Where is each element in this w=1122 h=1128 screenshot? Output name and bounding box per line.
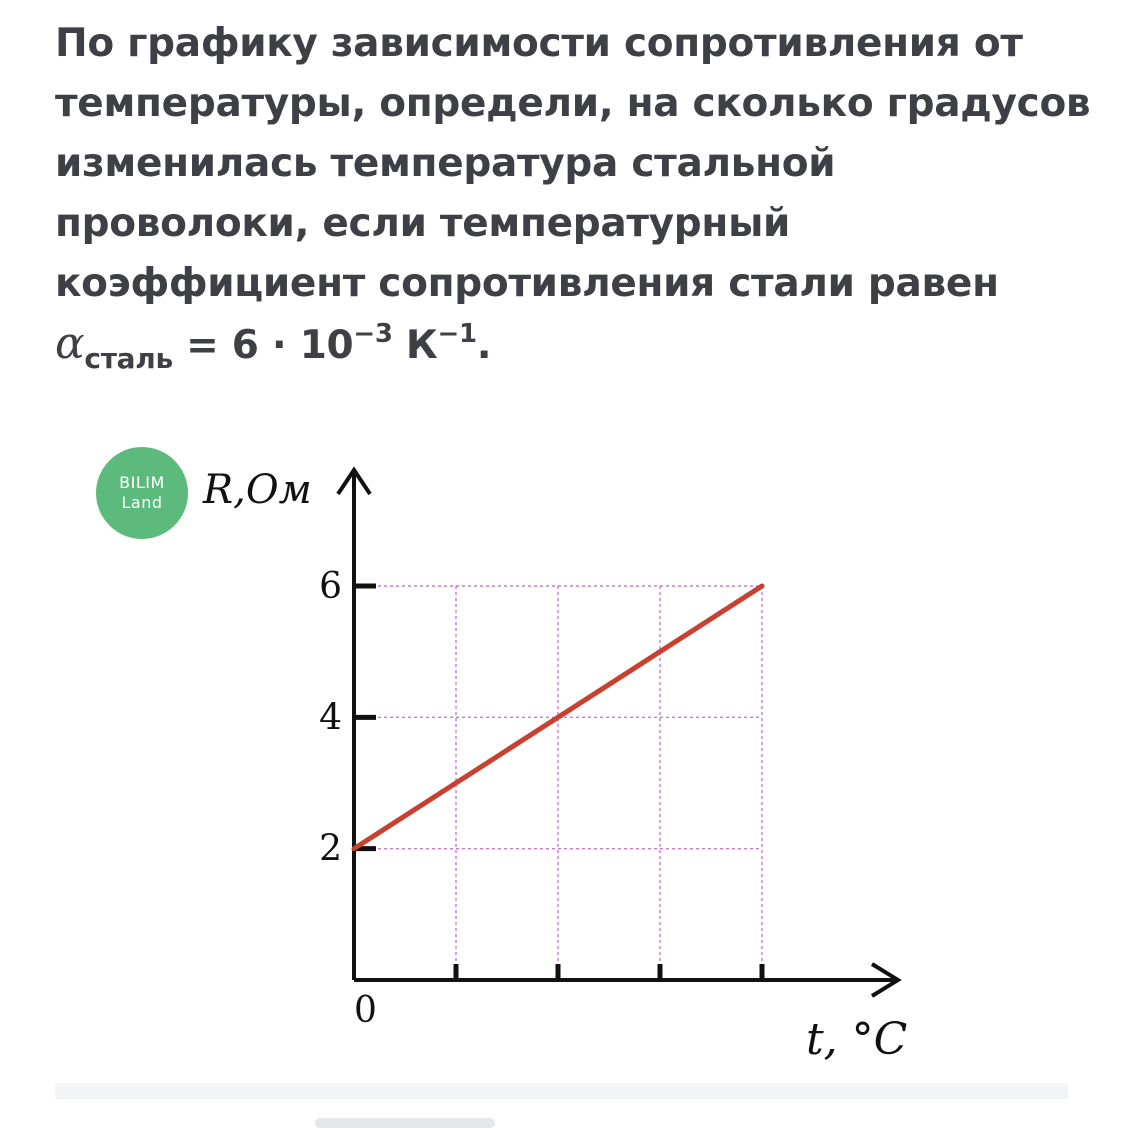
formula-unit: К bbox=[392, 323, 438, 368]
x-origin-label: 0 bbox=[354, 990, 377, 1031]
question-line-5: коэффициент сопротивления стали равен bbox=[55, 261, 999, 306]
footer-divider bbox=[55, 1083, 1068, 1099]
question-line-1: По графику зависимости сопротивления от bbox=[55, 21, 1023, 66]
formula-exponent-2: −1 bbox=[437, 319, 477, 349]
x-axis-label: t, °C bbox=[806, 1014, 908, 1065]
scroll-handle[interactable] bbox=[315, 1118, 495, 1128]
logo-line-1: BILIM bbox=[119, 473, 165, 492]
question-line-4: проволоки, если температурный bbox=[55, 201, 791, 246]
question-line-2: температуры, определи, на сколько градусов bbox=[55, 81, 1091, 126]
chart-axes bbox=[338, 470, 898, 996]
alpha-subscript: сталь bbox=[84, 342, 173, 375]
y-tick-label: 2 bbox=[319, 828, 342, 870]
formula-equals: = 6 · 10 bbox=[172, 323, 354, 368]
alpha-symbol: α bbox=[55, 318, 85, 369]
formula-exponent-1: −3 bbox=[353, 319, 393, 349]
y-tick-label: 6 bbox=[319, 566, 342, 607]
formula-period: . bbox=[476, 323, 492, 368]
chart-grid bbox=[354, 586, 762, 980]
y-tick-label: 4 bbox=[319, 697, 342, 739]
question-line-3: изменилась температура стальной bbox=[55, 141, 836, 186]
logo-line-2: Land bbox=[121, 493, 163, 512]
y-axis-label: R,Ом bbox=[203, 467, 312, 513]
